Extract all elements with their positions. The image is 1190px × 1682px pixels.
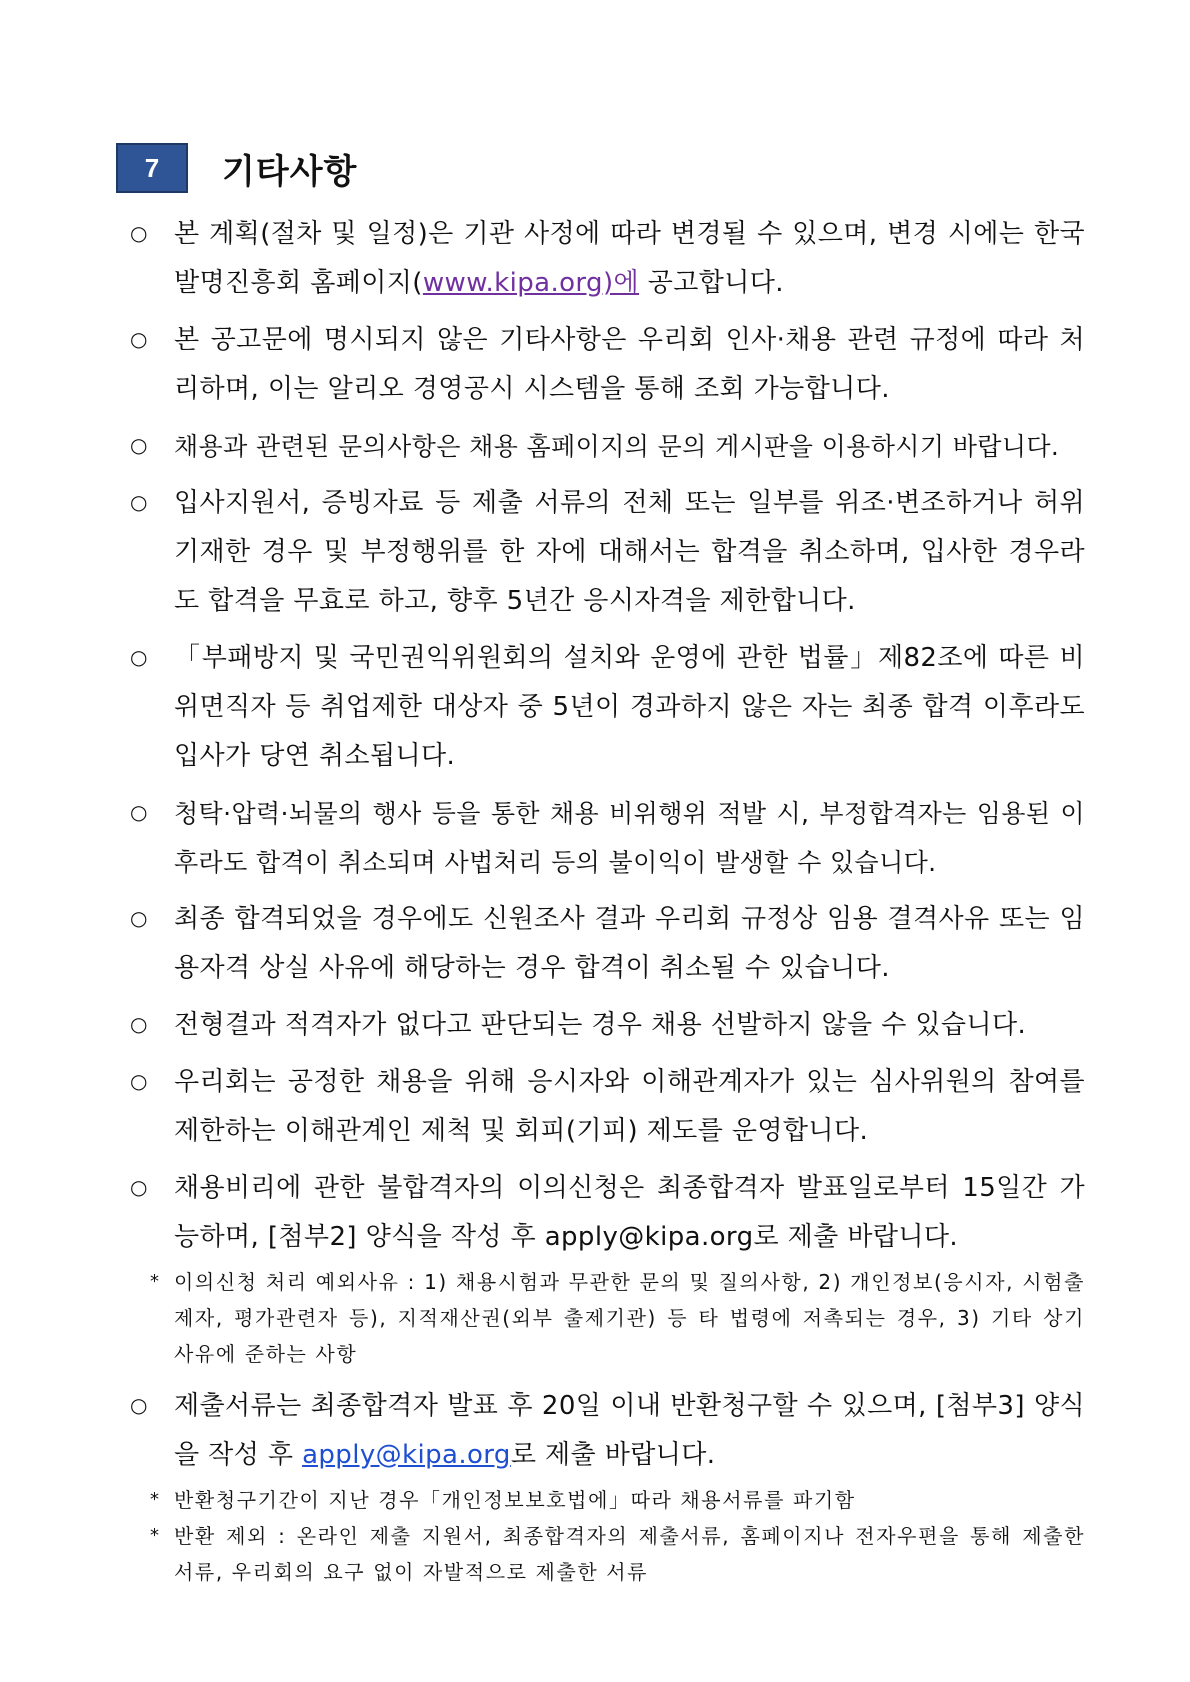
asterisk-icon: *: [150, 1525, 159, 1546]
footnote-text: 반환청구기간이 지난 경우「개인정보보호법에」따라 채용서류를 파기함: [174, 1488, 856, 1512]
list-item: [130, 479, 1085, 626]
item-text: 본 계획(절차 및 일정)은 기관 사정에 따라 변경될 수 있으며, 변경 시에는 한국발명진흥회 홈페이지(www.kipa.org)에 공고합니다.: [174, 219, 1085, 298]
bullet-circle-icon: ○: [130, 490, 148, 514]
list-item: [130, 316, 1085, 414]
list-item: [130, 210, 1085, 308]
item-text: 채용비리에 관한 불합격자의 이의신청은 최종합격자 발표일로부터 15일간 가능하며, [첨부2] 양식을 작성 후 apply@kipa.org로 제출 바랍니다.: [174, 1173, 1085, 1252]
bullet-circle-icon: ○: [130, 1175, 148, 1199]
bullet-circle-icon: ○: [130, 327, 148, 351]
homepage-link[interactable]: www.kipa.org)에: [422, 268, 640, 298]
list-item: [130, 422, 1085, 471]
footnote-text: 이의신청 처리 예외사유 : 1) 채용시험과 무관한 문의 및 질의사항, 2) 개인정보(응시자, 시험출제자, 평가관련자 등), 지적재산권(외부 출제기관) 등 타 법령에 저촉되는 경우, 3) 기타 상기 사유에 준하는 사항: [174, 1270, 1085, 1366]
item-text: 우리회는 공정한 채용을 위해 응시자와 이해관계자가 있는 심사위원의 참여를 제한하는 이해관계인 제척 및 회피(기피) 제도를 운영합니다.: [174, 1067, 1085, 1146]
footnote: [150, 1482, 1085, 1518]
item-text: 최종 합격되었을 경우에도 신원조사 결과 우리회 규정상 임용 결격사유 또는 임용자격 상실 사유에 해당하는 경우 합격이 취소될 수 있습니다.: [174, 904, 1085, 983]
bullet-circle-icon: ○: [130, 221, 148, 245]
item-text: 전형결과 적격자가 없다고 판단되는 경우 채용 선발하지 않을 수 있습니다.: [174, 1010, 1027, 1040]
item-text: 입사지원서, 증빙자료 등 제출 서류의 전체 또는 일부를 위조·변조하거나 허위 기재한 경우 및 부정행위를 한 자에 대해서는 합격을 취소하며, 입사한 경우라도 합격을 무효로 하고, 향후 5년간 응시자격을 제한합니다.: [174, 488, 1085, 616]
notice-list: [130, 210, 1085, 1590]
bullet-circle-icon: ○: [130, 800, 148, 824]
list-item: [130, 1164, 1085, 1262]
footnote-text: 반환 제외 : 온라인 제출 지원서, 최종합격자의 제출서류, 홈페이지나 전자우편을 통해 제출한 서류, 우리회의 요구 없이 자발적으로 제출한 서류: [174, 1524, 1085, 1584]
email-link[interactable]: apply@kipa.org: [302, 1440, 511, 1470]
footnote: [150, 1264, 1085, 1372]
section-header: [116, 143, 357, 193]
list-item: [130, 634, 1085, 781]
asterisk-icon: *: [150, 1271, 159, 1292]
item-text: 청탁·압력·뇌물의 행사 등을 통한 채용 비위행위 적발 시, 부정합격자는 임용된 이후라도 합격이 취소되며 사법처리 등의 불이익이 발생할 수 있습니다.: [174, 799, 1085, 877]
bullet-circle-icon: ○: [130, 645, 148, 669]
list-item: [130, 789, 1085, 887]
item-text: 「부패방지 및 국민권익위원회의 설치와 운영에 관한 법률」제82조에 따른 비위면직자 등 취업제한 대상자 중 5년이 경과하지 않은 자는 최종 합격 이후라도 입사가 당연 취소됩니다.: [174, 643, 1085, 771]
list-item: [130, 895, 1085, 993]
list-item: [130, 1382, 1085, 1480]
item-text: 제출서류는 최종합격자 발표 후 20일 이내 반환청구할 수 있으며, [첨부3] 양식을 작성 후 apply@kipa.org로 제출 바랍니다.: [174, 1391, 1085, 1470]
bullet-circle-icon: ○: [130, 433, 148, 457]
section-number-badge: 7: [116, 143, 188, 193]
item-text: 채용과 관련된 문의사항은 채용 홈페이지의 문의 게시판을 이용하시기 바랍니다.: [174, 432, 1060, 461]
footnote: [150, 1518, 1085, 1590]
list-item: [130, 1001, 1085, 1050]
bullet-circle-icon: ○: [130, 906, 148, 930]
bullet-circle-icon: ○: [130, 1012, 148, 1036]
list-item: [130, 1058, 1085, 1156]
bullet-circle-icon: ○: [130, 1069, 148, 1093]
bullet-circle-icon: ○: [130, 1393, 148, 1417]
asterisk-icon: *: [150, 1489, 159, 1510]
item-text: 본 공고문에 명시되지 않은 기타사항은 우리회 인사·채용 관련 규정에 따라 처리하며, 이는 알리오 경영공시 시스템을 통해 조회 가능합니다.: [174, 325, 1085, 404]
section-title: 기타사항: [222, 151, 358, 192]
